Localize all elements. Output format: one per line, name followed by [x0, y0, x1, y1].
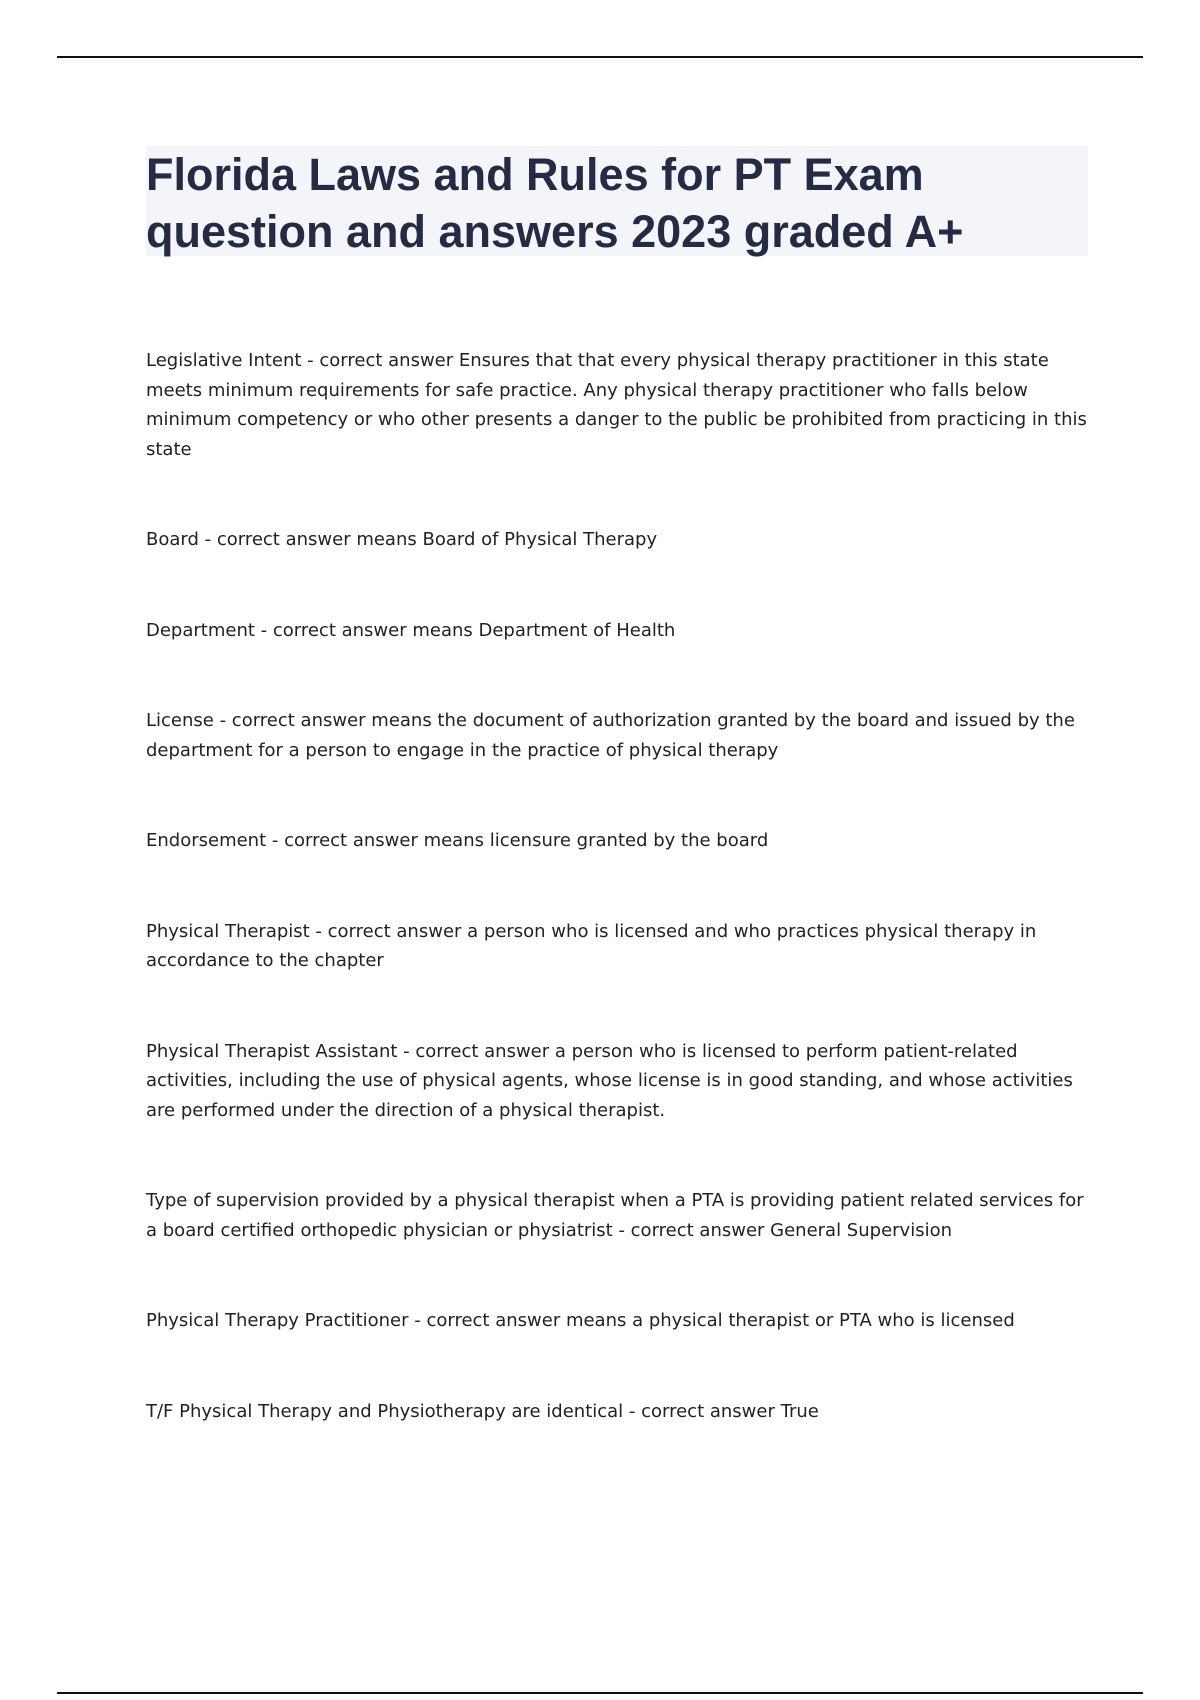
qa-entry-endorsement: Endorsement - correct answer means licensure granted by the board	[146, 830, 769, 851]
qa-entry-department: Department - correct answer means Department of Health	[146, 619, 676, 641]
qa-entry-supervision-type: Type of supervision provided by a physical therapist when a PTA is providing patient related services for a board certified orthopedic physician or physiatrist - correct answer General Supervision	[146, 1190, 1084, 1241]
qa-list	[146, 346, 1096, 1426]
qa-entry-board: Board - correct answer means Board of Physical Therapy	[146, 529, 658, 550]
qa-entry-physiotherapy-true-false: T/F Physical Therapy and Physiotherapy are identical - correct answer True	[146, 1400, 819, 1422]
qa-entry-license: License - correct answer means the document of authorization granted by the board and issued by the department for a person to engage in the practice of physical therapy	[146, 710, 1075, 761]
page-title: Florida Laws and Rules for PT Exam question and answers 2023 graded A+	[146, 149, 964, 257]
bottom-rule	[57, 1692, 1143, 1694]
qa-entry-physical-therapist: Physical Therapist - correct answer a person who is licensed and who practices physical therapy in accordance to the chapter	[146, 920, 1037, 971]
top-rule	[57, 56, 1143, 58]
qa-entry-physical-therapist-assistant: Physical Therapist Assistant - correct answer a person who is licensed to perform patient-related activities, including the use of physical agents, whose license is in good standing, and whose activities are performed under the direction of a physical therapist.	[146, 1040, 1073, 1121]
qa-entry-legislative-intent: Legislative Intent - correct answer Ensures that that every physical therapy practitioner in this state meets minimum requirements for safe practice. Any physical therapy practitioner who falls below minimum competency or who other presents a danger to the public be prohibited from practicing in this state	[146, 350, 1087, 460]
qa-entry-physical-therapy-practitioner: Physical Therapy Practitioner - correct answer means a physical therapist or PTA who is licensed	[146, 1310, 1015, 1331]
title-banner	[146, 146, 1088, 256]
